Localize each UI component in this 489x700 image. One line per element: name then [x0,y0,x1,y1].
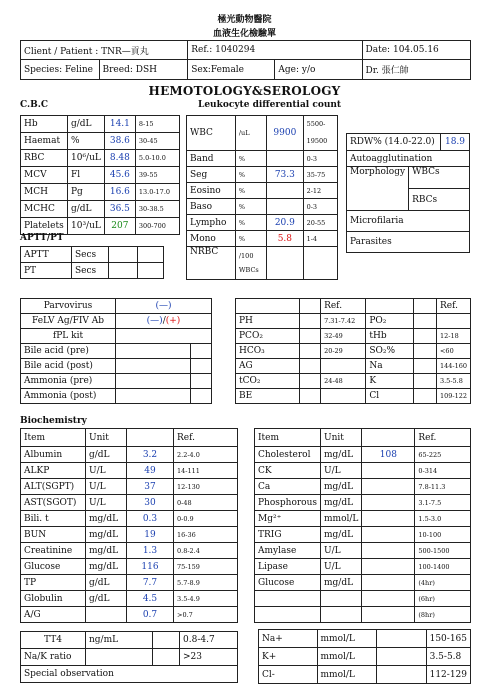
table-row: WBC /uL 9900 5500- 19500 [187,116,338,151]
patient-info-table [20,40,471,80]
table-row: Bili. t mg/dL 0.3 0-0.9 [21,511,238,527]
table-row: AST(SGOT) U/L 30 0-48 [21,495,238,511]
biochem-title: Biochemistry [20,416,87,426]
breed-cell: Breed: DSH [99,60,188,80]
date-cell: Date: 104.05.16 [362,41,470,60]
table-row: tCO₂ 24-48 K 3.5-5.8 [236,374,471,389]
table-row: Lympho % 20.9 20-55 [187,215,338,231]
table-header: Item Unit Ref. [255,429,471,447]
table-row: Baso % 0-3 [187,199,338,215]
bloodgas-table: Ref. Ref. PH 7.31-7.42 PO₂ PCO₂ 32-49 tHb 12-18 HCO₃ 20-29 SO₂% <60 AG Na 144-160 tCO₂ 24-48 K 3.5-5.8 BE Cl 109-122 [235,298,471,404]
table-row: Amylase U/L 500-1500 [255,543,471,559]
biochem-right-table [254,428,471,623]
table-row: Globulin g/dL 4.5 3.5-4.9 [21,591,238,607]
hospital-name: 極光動物醫院 [217,15,272,25]
table-row: Cl- mmol/L 112-129 [259,666,471,684]
aptt-table [20,246,164,279]
doctor-cell: Dr. 張仁帥 [362,60,470,80]
table-row: Phosphorous mg/dL 3.1-7.5 [255,495,471,511]
table-header: Item Unit Ref. [21,429,238,447]
table-row: Hb g/dL 14.1 8-15 [21,116,180,133]
table-row: APTT Secs [21,247,164,263]
table-row: MCH Pg 16.6 13.0-17.0 [21,184,180,201]
table-row: ALT(SGPT) U/L 37 12-130 [21,479,238,495]
table-row: MCV Fl 45.6 39-55 [21,167,180,184]
serology-table: Parvovirus (—) FeLV Ag/FIV Ab (—)/(+) fPL kit Bile acid (pre) Bile acid (post) Ammonia (pre) Ammonia (post) [20,298,212,404]
table-row: CK U/L 0-314 [255,463,471,479]
table-row: Eosino % 2-12 [187,183,338,199]
electrolyte-table [258,629,471,684]
table-row: TRIG mg/dL 10-100 [255,527,471,543]
table-row: Mono % 5.8 1-4 [187,231,338,247]
table-row: TP g/dL 7.7 5.7-8.9 [21,575,238,591]
table-row: (8hr) [255,607,471,623]
table-row: Platelets 10³/uL 207 300-700 [21,218,180,235]
aptt-title: APTT/PT [20,233,64,243]
table-row: Band % 0-3 [187,151,338,167]
client-cell: Client / Patient : TNR—貢丸 [21,41,188,60]
table-row: PCO₂ 32-49 tHb 12-18 [236,329,471,344]
biochem-left-table [20,428,238,623]
table-row: Glucose mg/dL 116 75-159 [21,559,238,575]
table-row: K+ mmol/L 3.5-5.8 [259,648,471,666]
tt4-table: TT4 ng/mL 0.8-4.7 Na/K ratio >23 Special observation [20,631,238,683]
leukocyte-title: Leukocyte differential count [198,100,342,110]
table-row: NRBC /100 WBCs [187,247,338,280]
table-row: A/G 0.7 >0.7 [21,607,238,623]
table-row: BUN mg/dL 19 16-36 [21,527,238,543]
sex-cell: Sex:Female [188,60,275,80]
table-row: (6hr) [255,591,471,607]
table-row: Haemat % 38.6 30-45 [21,133,180,150]
table-row: AG Na 144-160 [236,359,471,374]
cbc-title: C.B.C [20,100,49,110]
table-row: Ca mg/dL 7.8-11.3 [255,479,471,495]
ref-cell: Ref.: 1040294 [188,41,362,60]
table-row: PH 7.31-7.42 PO₂ [236,314,471,329]
cbc-table [20,115,180,235]
table-row: Creatinine mg/dL 1.3 0.8-2.4 [21,543,238,559]
main-title: HEMOTOLOGY&SEROLOGY [148,84,341,98]
species-cell: Species: Feline [21,60,100,80]
table-row: Seg % 73.3 35-75 [187,167,338,183]
table-row: ALKP U/L 49 14-111 [21,463,238,479]
table-row: Lipase U/L 100-1400 [255,559,471,575]
table-row: BE Cl 109-122 [236,389,471,404]
table-row: Na+ mmol/L 150-165 [259,630,471,648]
table-row: HCO₃ 20-29 SO₂% <60 [236,344,471,359]
table-row: Albumin g/dL 3.2 2.2-4.0 [21,447,238,463]
table-row: RBC 10⁶/uL 8.48 5.0-10.0 [21,150,180,167]
rdw-table: RDW% (14.0-22.0) 18.9 Autoagglutination Morphology WBCs RBCs Microfilaria Parasites [346,133,470,253]
table-row: PT Secs [21,263,164,279]
age-cell: Age: y/o [275,60,362,80]
table-row: MCHC g/dL 36.5 30-38.5 [21,201,180,218]
leukocyte-table [186,115,338,280]
table-row: Cholesterol mg/dL 108 65-225 [255,447,471,463]
form-title: 血液生化檢驗單 [212,29,276,39]
table-row: Mg²⁺ mmol/L 1.5-3.0 [255,511,471,527]
table-row: Glucose mg/dL (4hr) [255,575,471,591]
